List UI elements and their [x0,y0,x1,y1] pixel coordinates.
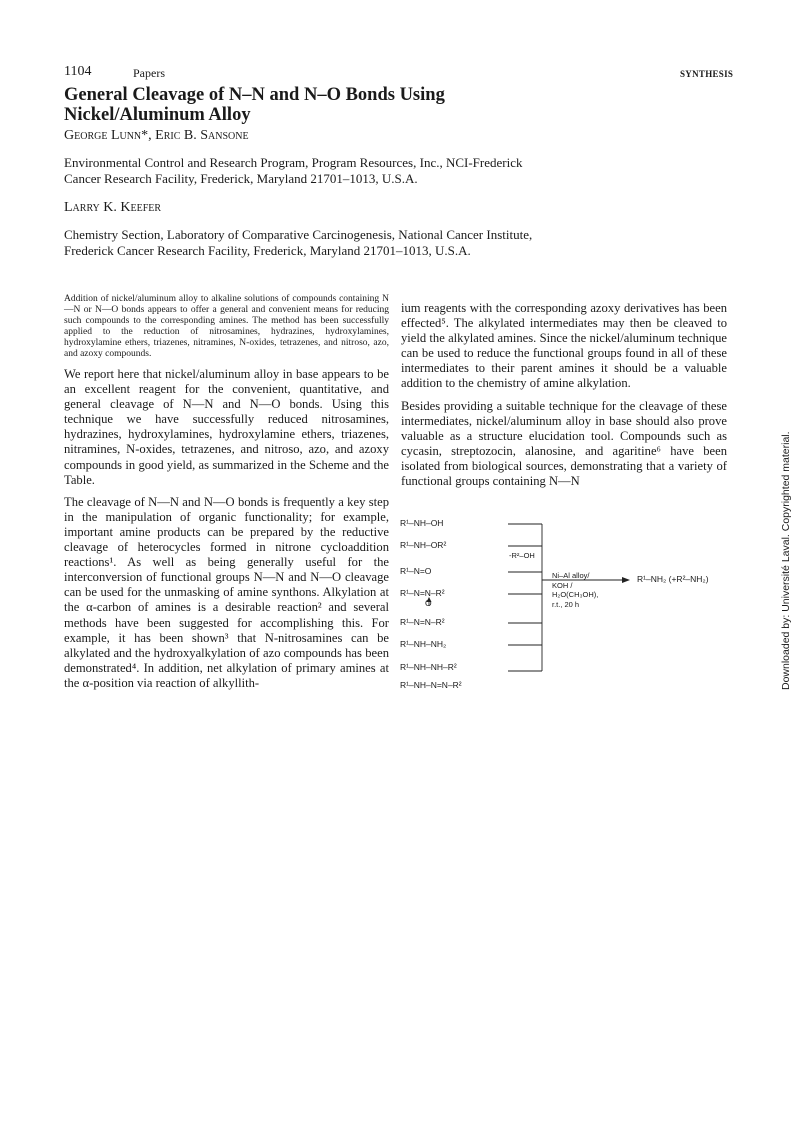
reaction-conditions [552,571,598,609]
affiliation-1 [64,155,704,187]
affiliation-2-line-1: Chemistry Section, Laboratory of Comparative Carcinogenesis, National Cancer Institute, [64,227,533,242]
substrate-hydroxylamine: R¹–NH–OH [400,518,444,528]
structure-elucidation-paragraph: Besides providing a suitable technique for the cleavage of these intermediates, nickel/aluminum alloy in base should also prove valuable as a structure elucidation tool. Compounds such as cycasin, streptozocin, alanosine, and agaritine⁶ have been isolated from biological sources, demonstrating that a variety of functional groups containing N—N [401,398,727,489]
condition-time: r.t., 20 h [552,599,580,609]
substrate-disubstituted-hydrazine: R¹–NH–NH–R² [400,662,457,672]
title-line-2: Nickel/Aluminum Alloy [64,105,251,125]
substrate-triazene: R¹–NH–N=N–R² [400,680,462,690]
affiliation-1-line-1: Environmental Control and Research Program, Program Resources, Inc., NCI-Frederick [64,155,523,170]
condition-solvent: H₂O(CH₃OH), [552,590,599,599]
page-number: 1104 [64,64,92,79]
condition-reagent: Ni–Al alloy/ [552,571,590,580]
authors-2: Larry K. Keefer [64,200,162,215]
substrate-hydrazine: R¹–NH–NH₂ [400,639,447,649]
download-watermark: Downloaded by: Université Laval. Copyrighted material. [780,431,792,690]
affiliation-2 [64,227,704,259]
substrate-hydroxylamine-ether: R¹–NH–OR² [400,540,447,550]
affiliation-1-line-2: Cancer Research Facility, Frederick, Maryland 21701–1013, U.S.A. [64,171,418,186]
product-amine: R¹–NH₂ (+R²–NH₂) [637,574,709,584]
journal-name: SYNTHESIS [680,69,734,79]
alkylation-paragraph: ium reagents with the corresponding azoxy derivatives has been effected⁵. The alkylated intermediates may then be cleaved to yield the alkylated amines. Since the nickel/aluminum technique can be used to reduce the functional groups found in all of these intermediates to their parent amines it should be a valuable addition to the chemistry of amine alkylation. [401,301,727,391]
substrate-azo: R¹–N=N–R² [400,588,445,598]
byproduct-label: -R²–OH [509,551,535,560]
azoxy-oxygen: O [425,598,432,608]
substrate-nitroso: R¹–N=O [400,566,432,576]
cleavage-paragraph: The cleavage of N—N and N—O bonds is frequently a key step in the manipulation of organic functionality; for example, important amine products can be prepared by the reductive cleavage of heterocycles formed in nitrone cycloaddition reactions¹. As well as being generally useful for the interconversion of functional groups N—N and N—O cleavage can be used for the unmasking of amine synthons. Alkylation at the α-carbon of amines is a desirable reaction² and several methods have been suggested for accomplishing this. For example, it has been shown³ that N-nitrosamines can be alkylated and the hydroxyalkylation of azo compounds has been demonstrated⁴. In addition, net alkylation of primary amines at the α-position via reaction of alkyllith- [64,494,389,690]
reaction-scheme [400,518,730,690]
intro-paragraph: We report here that nickel/aluminum alloy in base appears to be an excellent reagent for the convenient, quantitative, and general cleavage of N—N and N—O bonds. Using this technique we have successfully reduced nitrosamines, hydrazines, hydroxylamines, hydroxylamine ethers, triazenes, nitramines, N-oxides, tetrazenes, and nitroso, azo, and azoxy compounds in good yield, as summarized in the Scheme and the Table. [64,367,389,487]
right-column [401,301,727,489]
condition-base: KOH / [552,580,573,590]
abstract: Addition of nickel/aluminum alloy to alkaline solutions of compounds containing N—N or N—O bonds appears to offer a general and convenient means for reducing such compounds to the corresponding amines. The method has been successfully applied to the reduction of nitrosamines, hydrazines, hydroxylamines, hydroxylamine ethers, triazenes, nitramines, N-oxides, tetrazenes, and nitroso, azo, and azoxy compounds. [64,294,389,359]
article-title [64,85,624,125]
left-column [64,294,389,691]
authors-1: George Lunn*, Eric B. Sansone [64,128,249,143]
affiliation-2-line-2: Frederick Cancer Research Facility, Frederick, Maryland 21701–1013, U.S.A. [64,243,471,258]
substrate-azoxy: R¹–N=N–R² [400,617,445,627]
section-label: Papers [133,66,165,80]
title-line-1: General Cleavage of N–N and N–O Bonds Using [64,85,445,105]
